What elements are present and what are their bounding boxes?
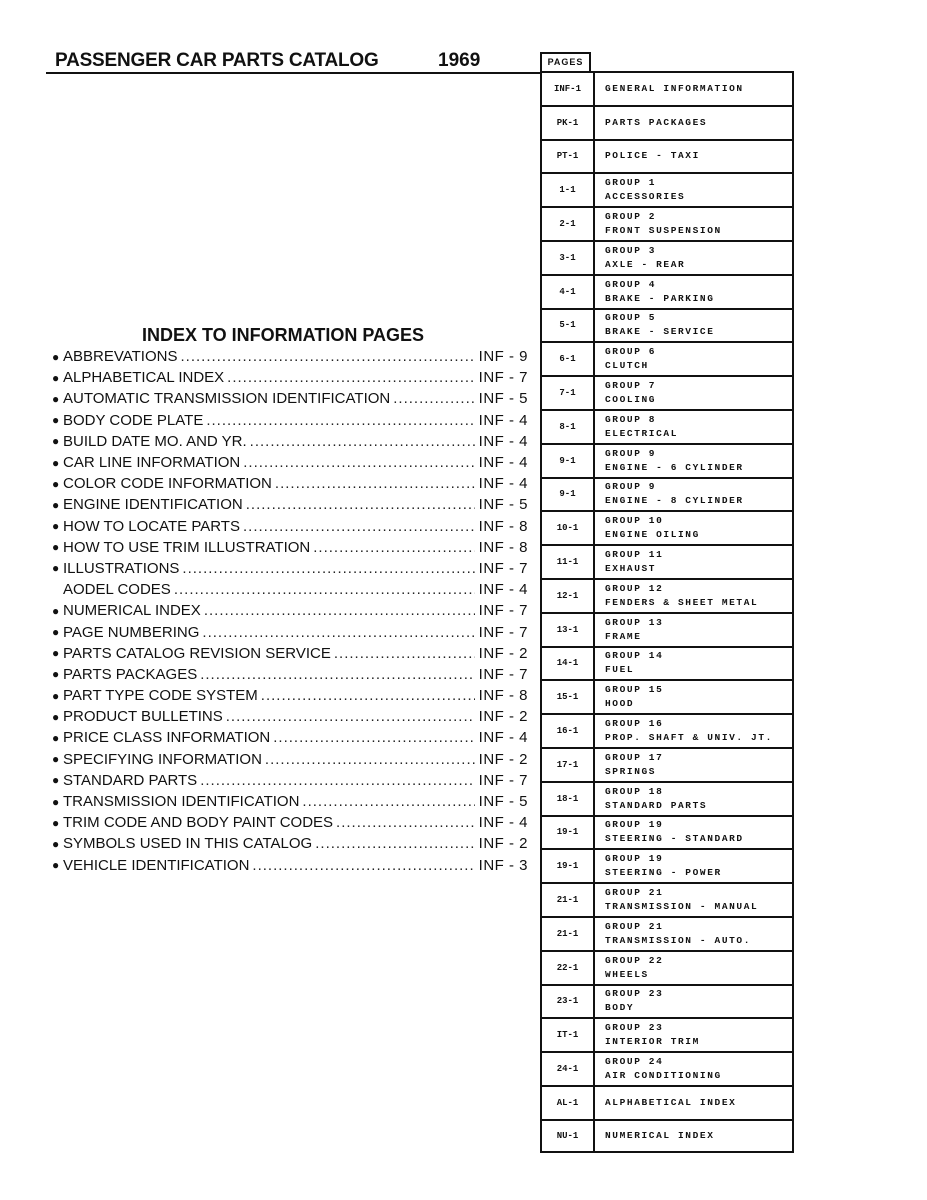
pages-header: PAGES: [540, 52, 591, 71]
index-entry-label: TRIM CODE AND BODY PAINT CODES: [63, 814, 334, 832]
index-entry[interactable]: [52, 643, 528, 664]
dot-leader: [200, 666, 475, 683]
tab-label-line1: GROUP 13: [605, 616, 664, 628]
dot-leader: [265, 751, 475, 768]
tab-label-line2: ENGINE - 6 CYLINDER: [605, 461, 744, 473]
dot-leader: [206, 412, 475, 429]
tab-label-line2: FRONT SUSPENSION: [605, 225, 722, 237]
tab-page-code: 18-1: [542, 783, 595, 815]
tab-page-code: PT-1: [542, 141, 595, 173]
index-entry[interactable]: [52, 494, 528, 515]
index-entry-label: PART TYPE CODE SYSTEM: [63, 687, 258, 705]
index-entry-label: ENGINE IDENTIFICATION: [63, 496, 243, 514]
bullet-icon: ●: [52, 455, 60, 470]
tab-label-line1: POLICE - TAXI: [605, 150, 700, 162]
tab-row[interactable]: [540, 544, 794, 578]
tab-label: [595, 1019, 792, 1051]
dot-leader: [393, 390, 475, 407]
tab-label-line1: GROUP 9: [605, 481, 657, 493]
tab-page-code: 9-1: [542, 445, 595, 477]
index-entry-label: ALPHABETICAL INDEX: [63, 369, 225, 387]
index-entry[interactable]: [52, 600, 528, 621]
tab-page-code: 5-1: [542, 310, 595, 342]
dot-leader: [204, 602, 475, 619]
dot-leader: [227, 369, 475, 386]
bullet-icon: ●: [52, 752, 60, 767]
bullet-icon: ●: [52, 370, 60, 385]
tab-label-line1: GROUP 1: [605, 177, 657, 189]
bullet-icon: ●: [52, 709, 60, 724]
tab-page-code: 24-1: [542, 1053, 595, 1085]
tab-row[interactable]: [540, 375, 794, 409]
index-entry[interactable]: [52, 833, 528, 854]
tab-page-code: 11-1: [542, 546, 595, 578]
tab-label: [595, 1121, 792, 1151]
tab-row[interactable]: [540, 477, 794, 511]
tab-label: [595, 715, 792, 747]
tab-page-code: 8-1: [542, 411, 595, 443]
tab-row[interactable]: [540, 713, 794, 747]
index-entry-page: INF - 5: [478, 793, 528, 811]
tab-label: [595, 884, 792, 916]
index-entry[interactable]: [52, 388, 528, 409]
tab-page-code: 22-1: [542, 952, 595, 984]
index-entry[interactable]: [52, 346, 528, 367]
tab-page-code: 17-1: [542, 749, 595, 781]
index-entry-label: VEHICLE IDENTIFICATION: [63, 856, 250, 874]
tab-page-code: 4-1: [542, 276, 595, 308]
tab-row[interactable]: [540, 105, 794, 139]
dot-leader: [336, 814, 475, 831]
tab-label: [595, 817, 792, 849]
tab-label-line1: NUMERICAL INDEX: [605, 1129, 715, 1141]
index-entry[interactable]: [52, 473, 528, 494]
tab-page-code: 21-1: [542, 884, 595, 916]
tab-label: [595, 1087, 792, 1119]
tab-page-code: 23-1: [542, 986, 595, 1018]
tab-row[interactable]: [540, 308, 794, 342]
index-entry-page: INF - 4: [478, 432, 528, 450]
bullet-icon: ●: [52, 519, 60, 534]
index-entry-page: INF - 7: [478, 369, 528, 387]
index-entry[interactable]: [52, 855, 528, 876]
tab-page-code: 1-1: [542, 174, 595, 206]
tab-label-line1: GROUP 11: [605, 549, 664, 561]
tab-label-line1: GROUP 21: [605, 887, 664, 899]
index-entry-page: INF - 7: [478, 602, 528, 620]
index-entry-label: PARTS PACKAGES: [63, 665, 198, 683]
index-entry-label: CAR LINE INFORMATION: [63, 454, 241, 472]
index-entry-label: HOW TO USE TRIM ILLUSTRATION: [63, 538, 311, 556]
tab-label-line1: GROUP 21: [605, 920, 664, 932]
index-entry-page: INF - 5: [478, 390, 528, 408]
index-entry-label: SYMBOLS USED IN THIS CATALOG: [63, 835, 313, 853]
tab-label: [595, 783, 792, 815]
tab-label-line1: ALPHABETICAL INDEX: [605, 1096, 737, 1108]
tab-label: [595, 1053, 792, 1085]
index-entry-label: PARTS CATALOG REVISION SERVICE: [63, 644, 331, 662]
tab-label-line1: GROUP 3: [605, 244, 657, 256]
index-entry-page: INF - 4: [478, 729, 528, 747]
tab-label-line2: FENDERS & SHEET METAL: [605, 596, 759, 608]
dot-leader: [174, 581, 475, 598]
index-entry-page: INF - 8: [478, 687, 528, 705]
dot-leader: [261, 687, 475, 704]
tab-label-line1: GROUP 19: [605, 853, 664, 865]
dot-leader: [200, 772, 475, 789]
tab-label-line2: TRANSMISSION - MANUAL: [605, 901, 759, 913]
index-entry-page: INF - 4: [478, 475, 528, 493]
tab-row[interactable]: [540, 882, 794, 916]
index-entry[interactable]: [52, 558, 528, 579]
tab-label-line2: ENGINE OILING: [605, 529, 700, 541]
index-entry[interactable]: [52, 706, 528, 727]
index-entry-page: INF - 3: [478, 856, 528, 874]
tab-row[interactable]: [540, 139, 794, 173]
bullet-icon: ●: [52, 413, 60, 428]
index-entry[interactable]: [52, 579, 528, 600]
bullet-icon: ●: [52, 349, 60, 364]
bullet-icon: ●: [52, 391, 60, 406]
index-entry-label: HOW TO LOCATE PARTS: [63, 517, 240, 535]
catalog-year: 1969: [438, 50, 481, 71]
tab-label: [595, 648, 792, 680]
tab-row[interactable]: [540, 679, 794, 713]
tab-label-line1: GROUP 17: [605, 751, 664, 763]
dot-leader: [243, 518, 475, 535]
tab-label-line1: GROUP 6: [605, 346, 657, 358]
tab-row[interactable]: [540, 1119, 794, 1153]
tab-row[interactable]: [540, 1017, 794, 1051]
bullet-icon: ●: [52, 561, 60, 576]
tab-label-line1: GROUP 14: [605, 650, 664, 662]
tab-label: [595, 141, 792, 173]
tab-label: [595, 580, 792, 612]
dot-leader: [334, 645, 475, 662]
index-entry-label: STANDARD PARTS: [63, 771, 198, 789]
tab-page-code: 13-1: [542, 614, 595, 646]
tab-page-code: 16-1: [542, 715, 595, 747]
index-entry-label: SPECIFYING INFORMATION: [63, 750, 262, 768]
index-entry-label: ABBREVATIONS: [63, 348, 178, 366]
tab-label: [595, 479, 792, 511]
index-list: [52, 346, 528, 876]
header-rule: [46, 72, 542, 74]
tab-row[interactable]: [540, 815, 794, 849]
index-entry-page: INF - 2: [478, 750, 528, 768]
tab-page-code: INF-1: [542, 73, 595, 105]
tab-label: [595, 681, 792, 713]
index-entry-label: BODY CODE PLATE: [63, 411, 204, 429]
index-entry[interactable]: [52, 621, 528, 642]
index-entry[interactable]: [52, 685, 528, 706]
tab-page-code: IT-1: [542, 1019, 595, 1051]
bullet-icon: ●: [52, 476, 60, 491]
dot-leader: [202, 624, 475, 641]
tab-row[interactable]: [540, 848, 794, 882]
tab-label-line1: GROUP 23: [605, 1022, 664, 1034]
tab-row[interactable]: [540, 781, 794, 815]
tab-label-line2: BODY: [605, 1002, 635, 1014]
tab-label-line2: BRAKE - SERVICE: [605, 326, 715, 338]
tab-label: [595, 310, 792, 342]
dot-leader: [273, 729, 475, 746]
tab-label-line2: WHEELS: [605, 968, 649, 980]
dot-leader: [275, 475, 475, 492]
tab-label: [595, 411, 792, 443]
index-entry-label: ILLUSTRATIONS: [63, 559, 180, 577]
tab-row[interactable]: [540, 274, 794, 308]
tab-label-line1: GROUP 22: [605, 954, 664, 966]
tab-label-line2: BRAKE - PARKING: [605, 292, 715, 304]
index-entry-label: COLOR CODE INFORMATION: [63, 475, 272, 493]
dot-leader: [243, 454, 475, 471]
index-entry-label: AUTOMATIC TRANSMISSION IDENTIFICATION: [63, 390, 391, 408]
tab-label-line2: PROP. SHAFT & UNIV. JT.: [605, 732, 773, 744]
tab-label: [595, 107, 792, 139]
tab-row[interactable]: [540, 443, 794, 477]
index-entry[interactable]: [52, 452, 528, 473]
tab-label-line1: GROUP 12: [605, 582, 664, 594]
index-heading: INDEX TO INFORMATION PAGES: [142, 325, 425, 345]
tab-page-code: 6-1: [542, 343, 595, 375]
index-entry[interactable]: [52, 537, 528, 558]
tab-page-code: 3-1: [542, 242, 595, 274]
dot-leader: [180, 348, 475, 365]
tab-label-line2: STANDARD PARTS: [605, 799, 708, 811]
index-entry-label: PRODUCT BULLETINS: [63, 708, 223, 726]
tab-row[interactable]: [540, 1051, 794, 1085]
index-entry-page: INF - 4: [478, 581, 528, 599]
index-entry-label: TRANSMISSION IDENTIFICATION: [63, 793, 300, 811]
tab-label: [595, 850, 792, 882]
index-entry[interactable]: [52, 664, 528, 685]
tab-row[interactable]: [540, 747, 794, 781]
index-entry[interactable]: [52, 431, 528, 452]
dot-leader: [315, 835, 475, 852]
tab-label-line1: GROUP 24: [605, 1056, 664, 1067]
tab-row[interactable]: [540, 71, 794, 105]
index-entry-page: INF - 5: [478, 496, 528, 514]
index-entry-page: INF - 7: [478, 665, 528, 683]
tab-label-line2: CLUTCH: [605, 360, 649, 372]
bullet-icon: ●: [52, 688, 60, 703]
tab-label-line1: GROUP 15: [605, 684, 664, 696]
bullet-icon: ●: [52, 646, 60, 661]
index-entry[interactable]: [52, 812, 528, 833]
tab-label: [595, 546, 792, 578]
tab-page-code: PK-1: [542, 107, 595, 139]
tab-page-code: NU-1: [542, 1121, 595, 1151]
bullet-icon: ●: [52, 434, 60, 449]
bullet-icon: ●: [52, 667, 60, 682]
index-entry-page: INF - 7: [478, 559, 528, 577]
tab-label-line2: FRAME: [605, 630, 642, 642]
tab-label-line1: GROUP 5: [605, 312, 657, 324]
tab-label: [595, 512, 792, 544]
dot-leader: [313, 539, 475, 556]
tab-row[interactable]: [540, 612, 794, 646]
index-entry-label: NUMERICAL INDEX: [63, 602, 201, 620]
tab-page-code: 2-1: [542, 208, 595, 240]
bullet-icon: ●: [52, 625, 60, 640]
index-entry-label: AODEL CODES: [63, 581, 171, 599]
index-entry-label: PAGE NUMBERING: [63, 623, 200, 641]
tab-row[interactable]: [540, 240, 794, 274]
dot-leader: [182, 560, 475, 577]
index-entry-label: PRICE CLASS INFORMATION: [63, 729, 271, 747]
tab-label-line1: GROUP 2: [605, 211, 657, 223]
tab-label-line2: SPRINGS: [605, 765, 657, 777]
tab-label-line1: GROUP 10: [605, 515, 664, 527]
index-entry-page: INF - 2: [478, 708, 528, 726]
dot-leader: [226, 708, 475, 725]
bullet-icon: ●: [52, 815, 60, 830]
dot-leader: [250, 433, 475, 450]
tab-page-code: 10-1: [542, 512, 595, 544]
index-entry-page: INF - 8: [478, 517, 528, 535]
index-entry-page: INF - 4: [478, 454, 528, 472]
tab-label-line2: ELECTRICAL: [605, 427, 679, 439]
tab-row[interactable]: [540, 206, 794, 240]
tab-label: [595, 377, 792, 409]
tab-row[interactable]: [540, 510, 794, 544]
index-entry[interactable]: [52, 367, 528, 388]
tab-label: [595, 343, 792, 375]
tab-row[interactable]: [540, 172, 794, 206]
tab-label-line1: GROUP 16: [605, 718, 664, 730]
tab-label-line2: EXHAUST: [605, 563, 657, 575]
tab-label-line2: TRANSMISSION - AUTO.: [605, 934, 752, 946]
tab-row[interactable]: [540, 409, 794, 443]
tab-row[interactable]: [540, 341, 794, 375]
tab-page-code: AL-1: [542, 1087, 595, 1119]
tab-page-code: 21-1: [542, 918, 595, 950]
tab-row[interactable]: [540, 646, 794, 680]
tab-label-line2: STEERING - POWER: [605, 867, 722, 879]
index-entry-page: INF - 7: [478, 771, 528, 789]
tab-label-line1: GENERAL INFORMATION: [605, 82, 744, 94]
tab-label-line2: HOOD: [605, 698, 635, 710]
tab-label: [595, 749, 792, 781]
tab-label: [595, 174, 792, 206]
tab-label-line1: GROUP 9: [605, 447, 657, 459]
tab-row[interactable]: [540, 578, 794, 612]
tab-row[interactable]: [540, 950, 794, 984]
tab-page-code: 9-1: [542, 479, 595, 511]
tab-label-line1: GROUP 7: [605, 380, 657, 392]
tab-page-code: 14-1: [542, 648, 595, 680]
tab-label: [595, 242, 792, 274]
bullet-icon: ●: [52, 730, 60, 745]
tab-label-line2: ACCESSORIES: [605, 191, 686, 203]
index-entry-page: INF - 9: [478, 348, 528, 366]
bullet-icon: ●: [52, 603, 60, 618]
bullet-icon: ●: [52, 858, 60, 873]
tab-label-line1: GROUP 18: [605, 785, 664, 797]
tab-label: [595, 918, 792, 950]
tab-label-line1: GROUP 19: [605, 819, 664, 831]
dot-leader: [302, 793, 475, 810]
tab-label: [595, 445, 792, 477]
tab-label-line2: AIR CONDITIONING: [605, 1070, 722, 1081]
tab-label: [595, 986, 792, 1018]
tab-label: [595, 952, 792, 984]
tab-label-line2: COOLING: [605, 394, 657, 406]
tab-page-code: 7-1: [542, 377, 595, 409]
bullet-icon: ●: [52, 540, 60, 555]
index-entry[interactable]: [52, 410, 528, 431]
index-entry[interactable]: [52, 770, 528, 791]
tab-label-line1: PARTS PACKAGES: [605, 116, 708, 128]
tab-page-code: 12-1: [542, 580, 595, 612]
index-entry-page: INF - 7: [478, 623, 528, 641]
index-entry-label: BUILD DATE MO. AND YR.: [63, 432, 247, 450]
index-entry-page: INF - 2: [478, 835, 528, 853]
catalog-title: PASSENGER CAR PARTS CATALOG: [55, 50, 379, 71]
tab-label: [595, 614, 792, 646]
tab-row[interactable]: [540, 984, 794, 1018]
index-entry-page: INF - 4: [478, 814, 528, 832]
tab-label-line1: GROUP 4: [605, 278, 657, 290]
index-entry[interactable]: [52, 727, 528, 748]
bullet-icon: ●: [52, 794, 60, 809]
tab-row[interactable]: [540, 1085, 794, 1119]
index-entry[interactable]: [52, 516, 528, 537]
bullet-icon: ●: [52, 773, 60, 788]
bullet-icon: ●: [52, 836, 60, 851]
index-entry[interactable]: [52, 791, 528, 812]
tab-label: [595, 208, 792, 240]
dot-leader: [246, 496, 475, 513]
tab-label: [595, 276, 792, 308]
tab-page-code: 19-1: [542, 817, 595, 849]
tab-row[interactable]: [540, 916, 794, 950]
dot-leader: [252, 857, 475, 874]
tab-label-line2: FUEL: [605, 664, 635, 676]
tab-label-line2: INTERIOR TRIM: [605, 1036, 700, 1048]
index-entry-page: INF - 4: [478, 411, 528, 429]
index-entry-page: INF - 8: [478, 538, 528, 556]
index-entry-page: INF - 2: [478, 644, 528, 662]
tab-page-code: 19-1: [542, 850, 595, 882]
tab-label-line1: GROUP 8: [605, 413, 657, 425]
bullet-icon: ●: [52, 497, 60, 512]
tab-page-code: 15-1: [542, 681, 595, 713]
pages-tab-table: [540, 52, 794, 1153]
tab-label-line1: GROUP 23: [605, 988, 664, 1000]
tab-label-line2: STEERING - STANDARD: [605, 833, 744, 845]
tab-label-line2: ENGINE - 8 CYLINDER: [605, 495, 744, 507]
tab-label-line2: AXLE - REAR: [605, 258, 686, 270]
index-entry[interactable]: [52, 749, 528, 770]
tab-label: [595, 73, 792, 105]
